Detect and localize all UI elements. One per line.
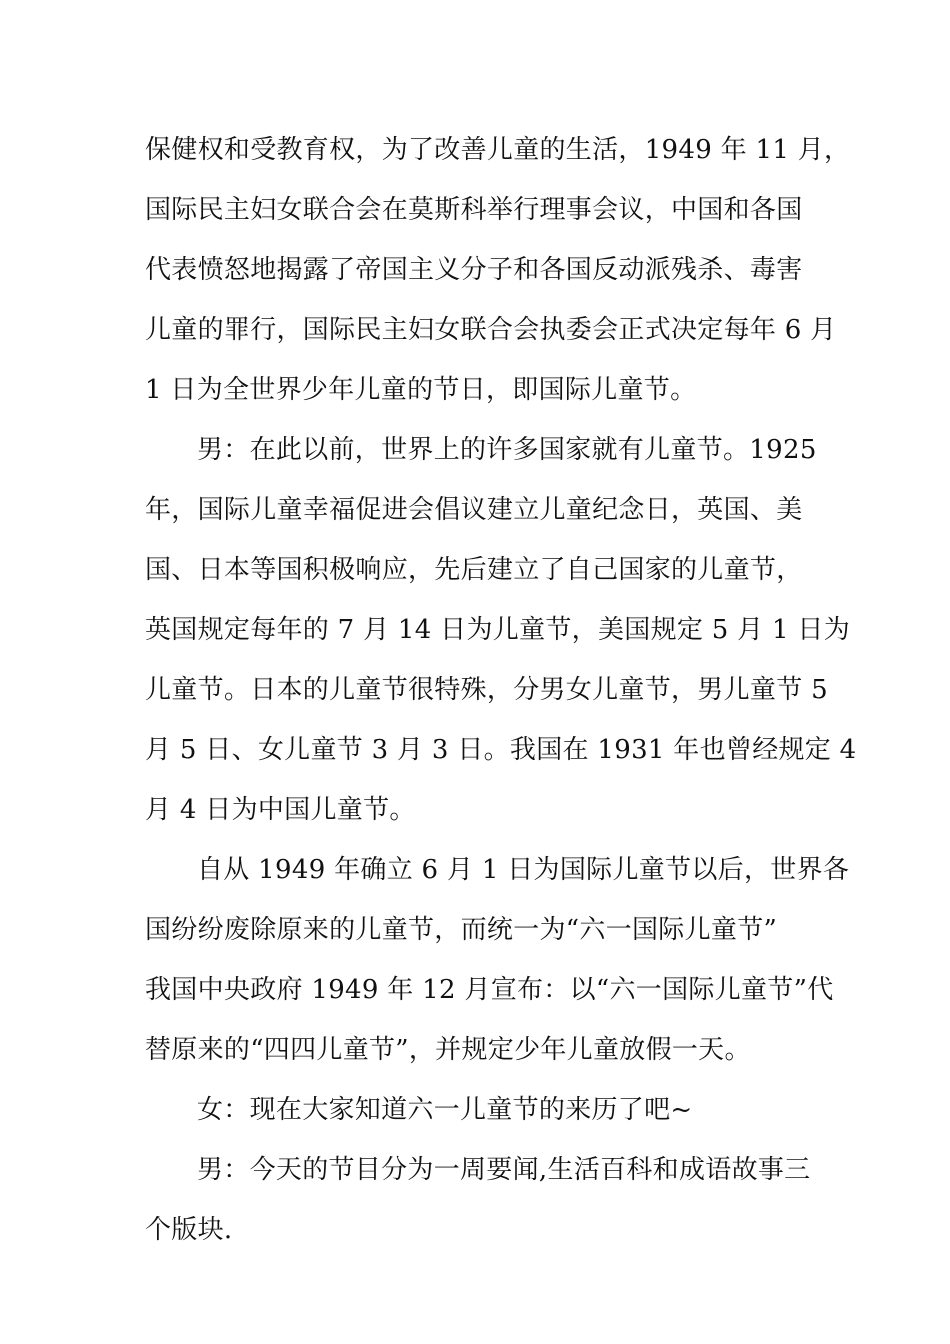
paragraph-2-line-2: 年，国际儿童幸福促进会倡议建立儿童纪念日，英国、美	[145, 495, 803, 525]
paragraph-1-line-1: 保健权和受教育权，为了改善儿童的生活，1949 年 11 月，	[145, 135, 851, 165]
paragraph-3-line-2: 国纷纷废除原来的儿童节，而统一为“六一国际儿童节”	[145, 915, 778, 945]
paragraph-3-line-4: 替原来的“四四儿童节”，并规定少年儿童放假一天。	[145, 1035, 751, 1065]
paragraph-3-line-3: 我国中央政府 1949 年 12 月宣布：以“六一国际儿童节”代	[145, 975, 834, 1005]
paragraph-4-line-1: 女：现在大家知道六一儿童节的来历了吧~	[197, 1095, 693, 1125]
paragraph-2-line-3: 国、日本等国积极响应，先后建立了自己国家的儿童节，	[145, 555, 803, 585]
paragraph-2-line-5: 儿童节。日本的儿童节很特殊，分男女儿童节，男儿童节 5	[145, 675, 828, 705]
paragraph-1-line-5: 1 日为全世界少年儿童的节日，即国际儿童节。	[145, 375, 697, 405]
paragraph-2-line-7: 月 4 日为中国儿童节。	[145, 795, 416, 825]
paragraph-1-line-3: 代表愤怒地揭露了帝国主义分子和各国反动派残杀、毒害	[145, 255, 803, 285]
paragraph-1-line-2: 国际民主妇女联合会在莫斯科举行理事会议，中国和各国	[145, 195, 803, 225]
paragraph-3-line-1: 自从 1949 年确立 6 月 1 日为国际儿童节以后，世界各	[197, 855, 850, 885]
paragraph-1-line-4: 儿童的罪行，国际民主妇女联合会执委会正式决定每年 6 月	[145, 315, 837, 345]
paragraph-2-line-4: 英国规定每年的 7 月 14 日为儿童节，美国规定 5 月 1 日为	[145, 615, 851, 645]
paragraph-2-line-6: 月 5 日、女儿童节 3 月 3 日。我国在 1931 年也曾经规定 4	[145, 735, 857, 765]
paragraph-5-line-2: 个版块.	[145, 1215, 233, 1245]
paragraph-5-line-1: 男：今天的节目分为一周要闻,生活百科和成语故事三	[197, 1155, 811, 1185]
paragraph-2-line-1: 男：在此以前，世界上的许多国家就有儿童节。1925	[197, 435, 817, 465]
